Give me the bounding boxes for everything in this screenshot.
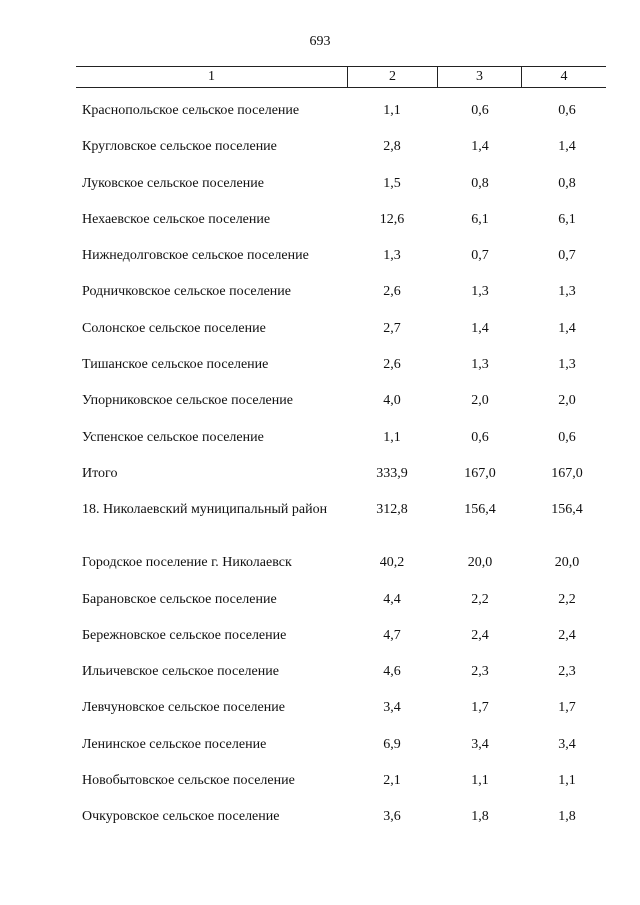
table-row [0,354,640,390]
row-value-col-3: 1,4 [471,139,489,155]
row-value-col-4: 1,8 [558,809,576,825]
row-value-col-4: 1,4 [558,320,576,336]
table-row [0,697,640,733]
table-row [0,136,640,172]
row-value-col-3: 20,0 [467,555,493,571]
row-name: Итого [82,465,118,481]
table-row [0,661,640,697]
row-value-col-2: 3,4 [383,700,401,716]
row-value-col-4: 156,4 [551,502,583,518]
table-row [0,281,640,317]
row-value-col-4: 6,1 [558,211,576,227]
table-row [0,589,640,625]
table-row [0,173,640,209]
row-value-col-2: 312,8 [376,502,408,518]
row-name: Барановское сельское поселение [82,591,277,607]
row-value-col-2: 2,8 [383,139,401,155]
row-value-col-4: 2,0 [558,393,576,409]
row-value-col-3: 1,8 [471,809,489,825]
row-value-col-2: 2,1 [383,773,401,789]
row-value-col-2: 4,6 [383,664,401,680]
row-name: Кругловское сельское поселение [82,139,277,155]
row-value-col-4: 2,4 [558,627,576,643]
row-value-col-3: 167,0 [464,465,496,481]
table-row [0,734,640,770]
table-row [0,499,640,552]
header-col-4: 4 [560,69,568,84]
row-value-col-3: 1,7 [471,700,489,716]
row-name: Бережновское сельское поселение [82,627,287,643]
row-value-col-3: 2,4 [471,627,489,643]
table-row [0,209,640,245]
table-row [0,390,640,426]
row-value-col-2: 1,5 [383,175,401,191]
row-value-col-3: 0,6 [471,429,489,445]
row-value-col-4: 2,3 [558,664,576,680]
row-value-col-3: 6,1 [471,211,489,227]
row-name: Очкуровское сельское поселение [82,809,280,825]
row-value-col-2: 4,7 [383,627,401,643]
table-body [0,100,640,843]
row-value-col-3: 0,8 [471,175,489,191]
table-row [0,625,640,661]
row-value-col-2: 333,9 [376,465,408,481]
row-value-col-2: 4,4 [383,591,401,607]
row-value-col-3: 1,3 [471,284,489,300]
row-name: Краснопольское сельское поселение [82,103,300,118]
row-name: Тишанское сельское поселение [82,357,269,373]
row-value-col-4: 0,6 [558,103,576,118]
row-name: Нижнедолговское сельское поселение [82,248,309,264]
row-value-col-4: 1,7 [558,700,576,716]
row-value-col-3: 2,2 [471,591,489,607]
row-value-col-2: 1,3 [383,248,401,264]
row-name: Успенское сельское поселение [82,429,264,445]
row-value-col-4: 1,3 [558,357,576,373]
row-name: Новобытовское сельское поселение [82,773,295,789]
row-value-col-3: 2,0 [471,393,489,409]
row-value-col-3: 1,3 [471,357,489,373]
row-value-col-4: 1,3 [558,284,576,300]
row-value-col-2: 2,6 [383,357,401,373]
row-value-col-4: 1,1 [558,773,576,789]
row-name: Нехаевское сельское поселение [82,211,271,227]
row-value-col-2: 6,9 [383,736,401,752]
table-row [0,552,640,588]
row-value-col-4: 20,0 [554,555,580,571]
row-value-col-3: 156,4 [464,502,496,518]
header-col-2: 2 [348,67,438,87]
row-name: Ильичевское сельское поселение [82,664,279,680]
row-value-col-2: 3,6 [383,809,401,825]
table-row [0,100,640,136]
row-value-col-2: 12,6 [379,211,405,227]
row-value-col-2: 40,2 [379,555,405,571]
row-value-col-4: 0,7 [558,248,576,264]
row-value-col-3: 1,1 [471,773,489,789]
row-value-col-2: 4,0 [383,393,401,409]
header-col-1: 1 [76,67,348,87]
row-value-col-2: 1,1 [383,103,401,118]
page-number: 693 [309,34,331,49]
table-header [76,66,606,88]
row-name: Луковское сельское поселение [82,175,264,191]
table-row [0,463,640,499]
table-row [0,770,640,806]
row-value-col-2: 2,6 [383,284,401,300]
row-name: 18. Николаевский муниципальный район [82,502,328,518]
row-value-col-2: 1,1 [383,429,401,445]
row-value-col-4: 2,2 [558,591,576,607]
row-name: Левчуновское сельское поселение [82,700,285,716]
row-value-col-3: 2,3 [471,664,489,680]
table-row [0,318,640,354]
row-name: Ленинское сельское поселение [82,736,267,752]
row-value-col-3: 0,6 [471,103,489,118]
row-value-col-4: 3,4 [558,736,576,752]
row-value-col-3: 1,4 [471,320,489,336]
row-name: Солонское сельское поселение [82,320,266,336]
row-value-col-4: 167,0 [551,465,583,481]
row-name: Упорниковское сельское поселение [82,393,293,409]
row-value-col-4: 0,6 [558,429,576,445]
row-value-col-3: 0,7 [471,248,489,264]
row-value-col-4: 0,8 [558,175,576,191]
row-value-col-3: 3,4 [471,736,489,752]
row-value-col-2: 2,7 [383,320,401,336]
row-value-col-4: 1,4 [558,139,576,155]
table-row [0,245,640,281]
table-row [0,427,640,463]
header-col-3: 3 [438,67,522,87]
row-name: Родничковское сельское поселение [82,284,291,300]
row-name: Городское поселение г. Николаевск [82,555,292,571]
table-row [0,806,640,842]
